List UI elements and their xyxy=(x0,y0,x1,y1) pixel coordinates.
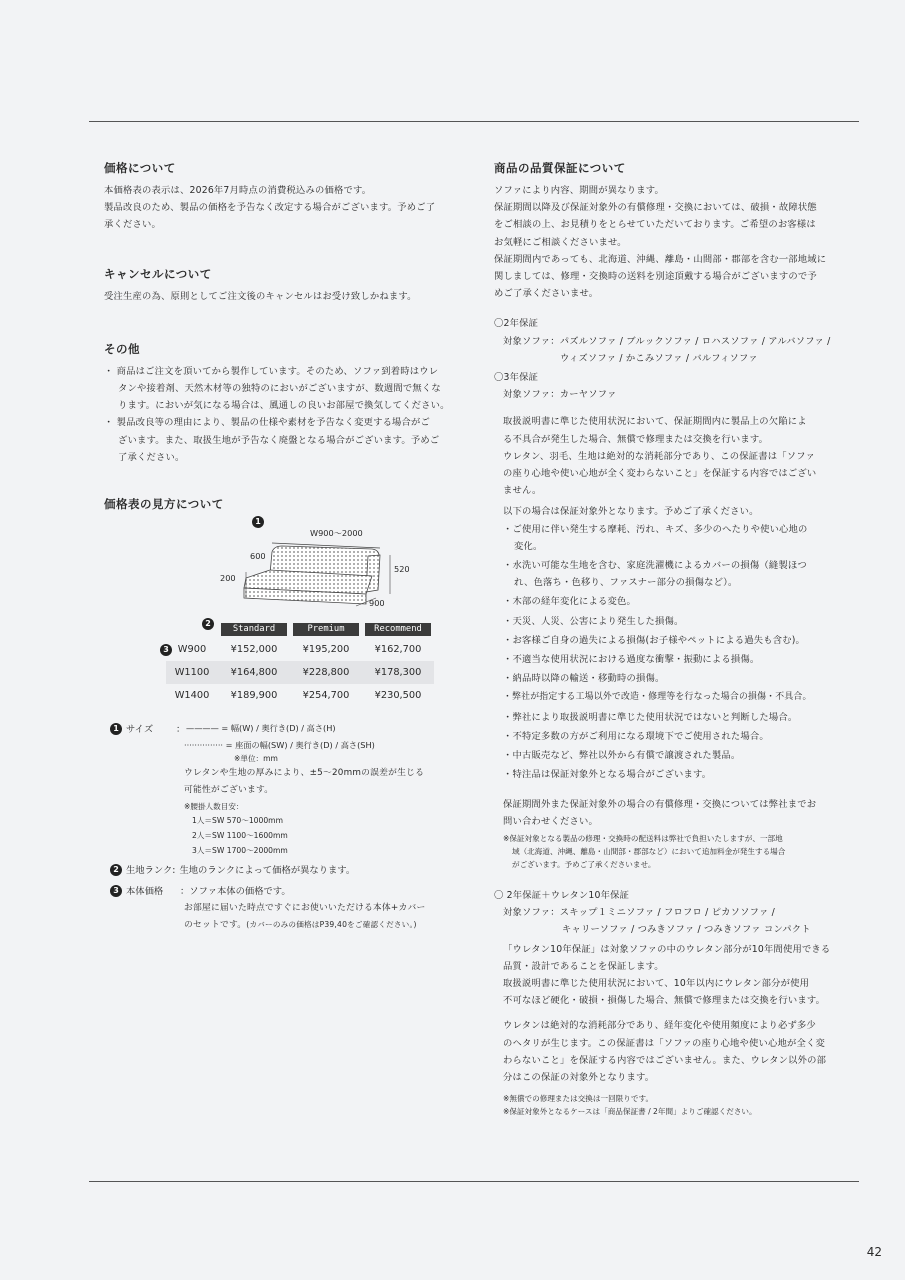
u10-title: 〇 2年保証＋ウレタン10年保証 xyxy=(494,889,630,901)
list-item: ・弊社が指定する工場以外で改造・修理等を行なった場合の損傷・不具合。 xyxy=(503,692,812,703)
list-item xyxy=(503,521,846,555)
marker-3: 3 xyxy=(160,644,172,656)
howto-section xyxy=(104,496,466,934)
price-cell: ¥162,700 xyxy=(374,644,422,656)
price-section xyxy=(104,160,466,234)
legend xyxy=(110,721,466,934)
size-note: ウレタンや生地の厚みにより、±5〜20mmの誤差が生じる xyxy=(184,768,425,779)
page-number: 42 xyxy=(866,1245,882,1259)
price-cell: ¥164,800 xyxy=(218,661,290,684)
cancel-section xyxy=(104,266,466,305)
after-line: 保証期間外また保証対象外の場合の有償修理・交換については弊社までお xyxy=(503,798,817,810)
exclusion-line: れ、色落ち・色移り、ファスナー部分の損傷など）。 xyxy=(514,577,738,589)
seat-line: 1人＝SW 570〜1000mm xyxy=(192,815,283,825)
left-column xyxy=(104,160,466,934)
warranty-intro xyxy=(494,182,846,302)
g3-target: 対象ソファ：カーヤソファ xyxy=(503,389,617,401)
intro-line: 保証期間以降及び保証対象外の有償修理・交換においては、破損・故障状態 xyxy=(494,202,817,214)
bullet-line: ります。においが気になる場合は、風通しの良いお部屋で換気してください。 xyxy=(118,400,450,412)
g3-body: 取扱説明書に準じた使用状況において、保証期間内に製品上の欠陥によ xyxy=(503,416,807,428)
howto-heading: 価格表の見方について xyxy=(104,497,224,512)
exclusion-head: 以下の場合は保証対象外となります。予めご了承ください。 xyxy=(503,506,759,518)
body-line: お部屋に届いた時点ですぐにお使いいただける本体+カバー xyxy=(184,903,426,914)
u10-body: 「ウレタン10年保証」は対象ソファの中のウレタン部分が10年間使用できる xyxy=(503,943,831,955)
price-cell: ¥178,300 xyxy=(362,661,434,684)
table-row xyxy=(166,638,434,661)
dim-600: 600 xyxy=(250,551,266,562)
body-line: ：ソファ本体の価格です。 xyxy=(180,885,291,897)
dim-900: 900 xyxy=(369,598,385,609)
u10-body: 取扱説明書に準じた使用状況において、10年以内にウレタン部分が使用 xyxy=(503,977,810,989)
intro-line: 関しましては、修理・交換時の送料を別途頂戴する場合がございますので予 xyxy=(494,271,817,283)
u10-target: 対象ソファ：スキップ１ミニソファ / フロフロ / ピカソソファ / xyxy=(503,907,775,919)
marker-2: 2 xyxy=(110,864,122,876)
list-item: ・不適当な使用状況における過度な衝撃・振動による損傷。 xyxy=(503,654,760,666)
exclusion-line: 変化。 xyxy=(514,540,543,552)
price-cell: ¥228,800 xyxy=(290,661,362,684)
warranty-2yr xyxy=(494,315,846,367)
list-item: ・天災、人災、公害により発生した損傷。 xyxy=(503,615,684,627)
dim-200: 200 xyxy=(220,573,236,584)
body-line xyxy=(110,917,466,934)
dim-width: W900〜2000 xyxy=(310,528,363,539)
right-column xyxy=(494,160,846,1118)
price-cell: ¥152,000 xyxy=(230,644,278,656)
g2-title: 〇2年保証 xyxy=(494,318,539,330)
after-note: がございます。予めご了承くださいませ。 xyxy=(512,859,656,869)
warranty-3yr xyxy=(494,369,846,871)
intro-line: お気軽にご相談くださいませ。 xyxy=(494,236,627,248)
price-cell: ¥230,500 xyxy=(374,690,422,702)
list-item xyxy=(503,557,846,591)
body-last: のセットです。 xyxy=(184,920,247,931)
g3-body: の座り心地や使い心地が全く変わらないこと」を保証する内容ではござい xyxy=(503,468,817,480)
price-heading: 価格について xyxy=(104,161,176,175)
u10-note: ※無償での修理または交換は一回限りです。 xyxy=(503,1094,654,1104)
seat-head: ※腰掛人数目安： xyxy=(184,801,244,811)
u10-body: 分はこの保証の対象外となります。 xyxy=(503,1071,655,1083)
seat-line: 2人＝SW 1100〜1600mm xyxy=(192,830,288,840)
u10-body: 品質・設計であることを保証します。 xyxy=(503,960,664,972)
price-line: 製品改良のため、製品の価格を予告なく改定する場合がございます。予めご了 xyxy=(104,202,436,214)
exclusion-line: ・ご使用に伴い発生する摩耗、汚れ、キズ、多少のへたりや使い心地の xyxy=(503,523,808,535)
top-rule xyxy=(89,121,859,122)
g3-body: る不具合が発生した場合、無償で修理または交換を行います。 xyxy=(503,433,769,445)
other-bullet xyxy=(104,414,466,466)
size-cell: W1100 xyxy=(166,661,218,684)
other-section xyxy=(104,341,466,466)
cancel-heading: キャンセルについて xyxy=(104,266,212,281)
legend-rank xyxy=(110,862,466,879)
exclusion-line: ・水洗い可能な生地を含む、家庭洗濯機によるカバーの損傷（縫製ほつ xyxy=(503,560,807,572)
intro-line: をご相談の上、お見積りをとらせていただいております。ご希望のお客様は xyxy=(494,219,816,231)
price-line: 本価格表の表示は、2026年7月時点の消費税込みの価格です。 xyxy=(104,185,372,196)
intro-line: 保証期間内であっても、北海道、沖縄、離島・山間部・郡部を含む一部地域に xyxy=(494,253,827,265)
sofa-illustration xyxy=(104,518,466,610)
legend-size xyxy=(110,721,466,738)
size-line: ··············· = 座面の幅(SW) / 奥行き(D) / 高さ(SH) xyxy=(184,740,375,751)
u10-body: 不可なほど硬化・破損・損傷した場合、無償で修理または交換を行います。 xyxy=(503,995,826,1007)
bullet-line: ・ 商品はご注文を頂いてから製作しています。そのため、ソファ到着時はウレ xyxy=(104,365,439,377)
price-cell: ¥195,200 xyxy=(302,644,350,656)
marker-1: 1 xyxy=(252,516,264,528)
list-item: ・中古販売など、弊社以外から有償で譲渡された製品。 xyxy=(503,750,741,762)
marker-3: 3 xyxy=(110,885,122,897)
price-cell: ¥189,900 xyxy=(230,690,278,702)
g3-body: ウレタン、羽毛、生地は絶対的な消耗部分であり、この保証書は「ソファ xyxy=(503,450,816,462)
size-line: ———— = 幅(W) / 奥行き(D) / 高さ(H) xyxy=(186,723,336,734)
bullet-line: 了承ください。 xyxy=(118,451,185,463)
warranty-urethane xyxy=(494,887,846,1118)
after-line: 問い合わせください。 xyxy=(503,815,598,827)
bottom-rule xyxy=(89,1181,859,1182)
after-note: 域（北海道、沖縄、離島・山間部・郡部など）において追加料金が発生する場合 xyxy=(512,846,786,856)
price-table-wrap xyxy=(163,619,466,707)
body-label: 本体価格 xyxy=(126,885,164,897)
grade-standard: Standard xyxy=(221,623,287,636)
u10-body: わらないこと」を保証する内容ではございません。また、ウレタン以外の部 xyxy=(503,1054,827,1066)
u10-body: ウレタンは絶対的な消耗部分であり、経年変化や使用頻度により必ず多少 xyxy=(503,1020,817,1032)
grade-premium: Premium xyxy=(293,623,359,636)
after-note: ※保証対象となる製品の修理・交換時の配送料は弊社で負担いたしますが、一部地 xyxy=(503,833,783,843)
exclusion-list xyxy=(494,521,846,784)
sofa-diagram xyxy=(104,518,466,610)
grade-recommend: Recommend xyxy=(365,623,431,636)
list-item: ・不特定多数の方がご利用になる環境下でご使用された場合。 xyxy=(503,730,769,742)
size-cell: W900 xyxy=(177,644,207,656)
intro-line: ソファにより内容、期間が異なります。 xyxy=(494,185,665,196)
g2-target: 対象ソファ：パズルソファ / ブルックソファ / ロハスソファ / アルバソファ / xyxy=(503,335,831,347)
table-row xyxy=(166,661,434,684)
other-heading: その他 xyxy=(104,341,140,356)
list-item: ・木部の経年変化による変色。 xyxy=(503,596,636,608)
bullet-line: ざいます。また、取扱生地が予告なく廃盤となる場合がございます。予めご xyxy=(118,434,440,446)
rank-text: 生地のランクによって価格が異なります。 xyxy=(179,864,356,876)
cancel-text: 受注生産の為、原則としてご注文後のキャンセルはお受け致しかねます。 xyxy=(104,290,417,302)
intro-line: めご了承くださいませ。 xyxy=(494,288,599,300)
g3-title: 〇3年保証 xyxy=(494,372,539,384)
u10-body: のヘタリが生じます。この保証書は「ソファの座り心地や使い心地が全く変 xyxy=(503,1037,825,1049)
body-paren: (カバーのみの価格はP39,40をご確認ください。) xyxy=(246,920,417,930)
bullet-line: ・ 製品改良等の理由により、製品の仕様や素材を予告なく変更する場合がご xyxy=(104,417,431,429)
dim-520: 520 xyxy=(394,564,410,575)
size-note: 可能性がございます。 xyxy=(184,785,274,796)
price-cell: ¥254,700 xyxy=(302,690,350,702)
rank-label: 生地ランク: xyxy=(126,864,176,876)
unit-note: ※単位：mm xyxy=(234,754,278,764)
u10-target: キャリーソファ / つみきソファ / つみきソファ コンパクト xyxy=(562,924,811,936)
price-line: 承ください。 xyxy=(104,219,161,231)
bullet-line: タンや接着剤、天然木材等の独特のにおいがございますが、数週間で無くな xyxy=(118,383,441,395)
other-bullet xyxy=(104,363,466,415)
list-item: ・納品時以降の輸送・移動時の損傷。 xyxy=(503,673,665,685)
colon: ： xyxy=(176,724,186,736)
list-item: ・弊社により取扱説明書に準じた使用状況ではないと判断した場合。 xyxy=(503,711,798,723)
list-item: ・お客様ご自身の過失による損傷(お子様やペットによる過失も含む)。 xyxy=(503,634,806,646)
legend-body xyxy=(110,883,466,900)
price-table xyxy=(166,620,434,707)
warranty-heading: 商品の品質保証について xyxy=(494,161,626,175)
list-item: ・特注品は保証対象外となる場合がございます。 xyxy=(503,769,712,781)
size-cell: W1400 xyxy=(174,690,210,702)
table-row xyxy=(166,684,434,707)
u10-note: ※保証対象外となるケースは「商品保証書 / 2年間」よりご確認ください。 xyxy=(503,1107,757,1117)
marker-1: 1 xyxy=(110,723,122,735)
marker-2: 2 xyxy=(202,618,214,630)
g3-body: ません。 xyxy=(503,485,542,497)
g2-target: ウィズソファ / かこみソファ / バルフィソファ xyxy=(560,352,758,364)
size-label: サイズ xyxy=(126,724,154,736)
seat-line: 3人＝SW 1700〜2000mm xyxy=(192,845,288,855)
